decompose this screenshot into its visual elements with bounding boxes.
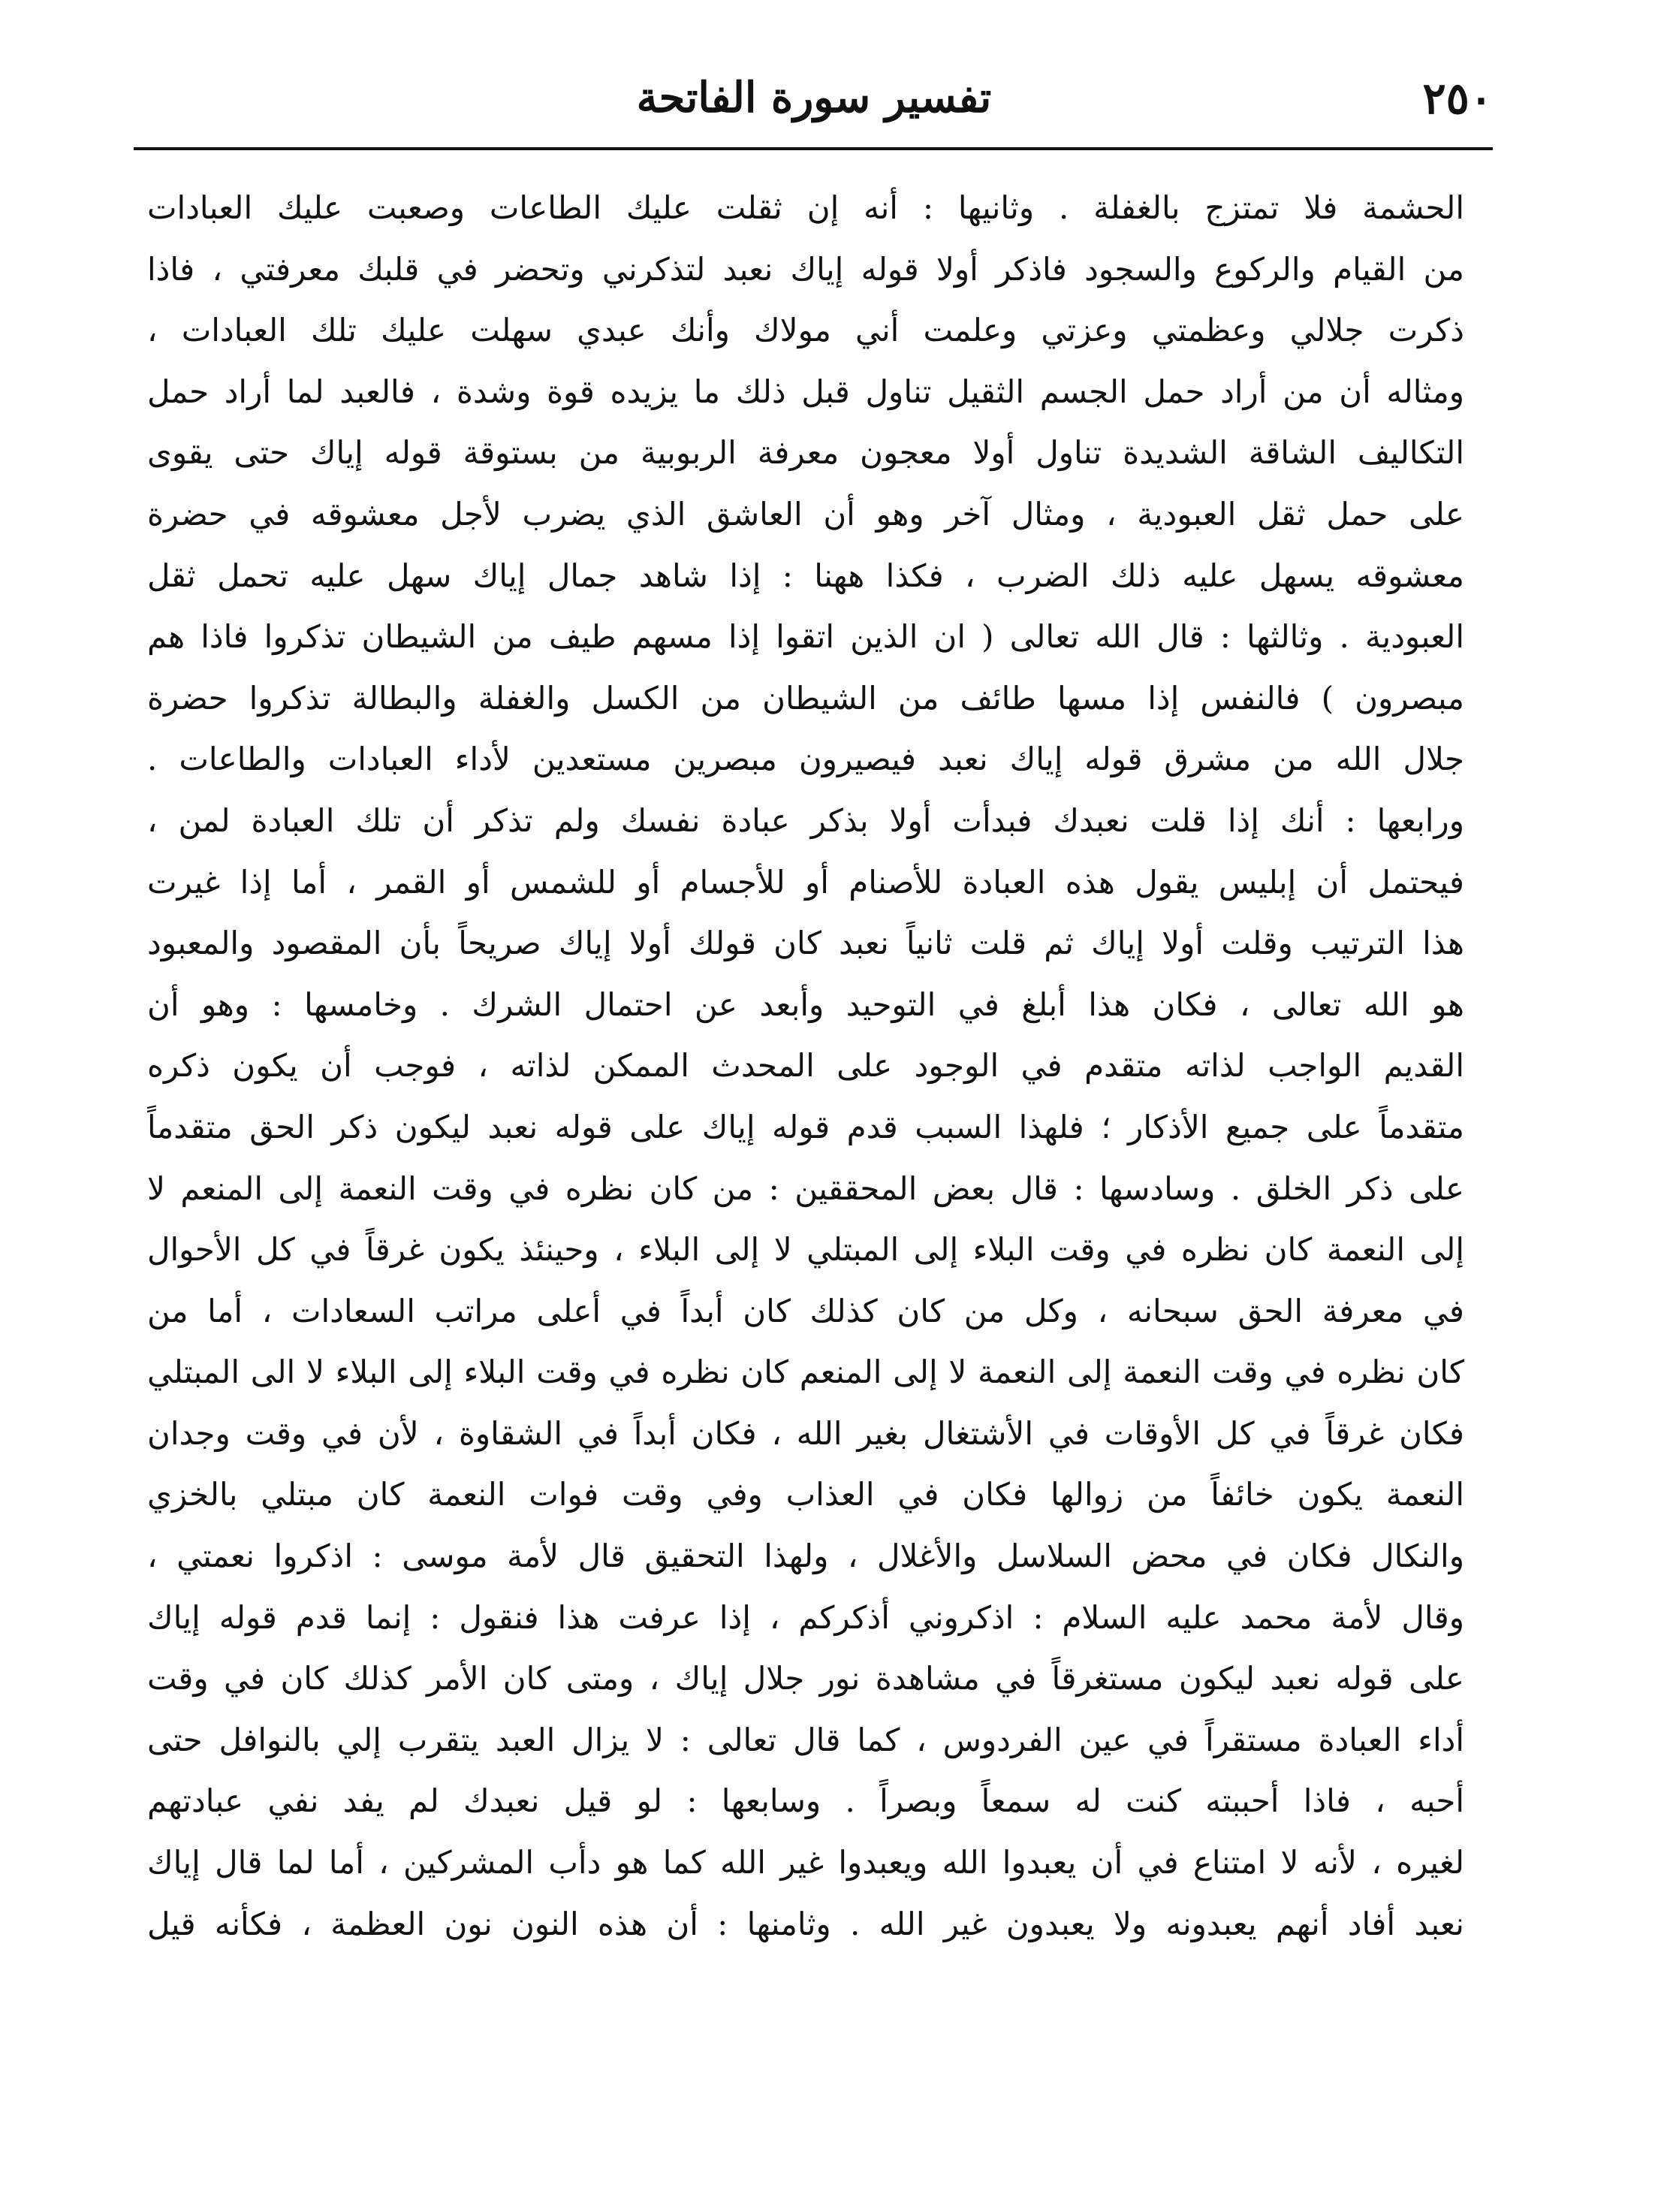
text-line-23: والنكال فكان في محض السلاسل والأغلال ، ولهذا التحقيق قال لأمة موسى : اذكروا نعمتي ، [147, 1538, 1464, 1575]
text-line-19: في معرفة الحق سبحانه ، وكل من كان كذلك كان أبداً في أعلى مراتب السعادات ، أما من [147, 1292, 1464, 1329]
text-line-26: أداء العبادة مستقراً في عين الفردوس ، كما قال تعالى : لا يزال العبد يتقرب إلي بالنوافل حتى [147, 1721, 1464, 1758]
text-line-14: هو الله تعالى ، فكان هذا أبلغ في التوحيد وأبعد عن احتمال الشرك . وخامسها : وهو أن [147, 985, 1464, 1023]
page-number: ٢٥٠ [1422, 73, 1493, 124]
text-line-07: معشوقه يسهل عليه ذلك الضرب ، فكذا ههنا : إذا شاهد جمال إياك سهل عليه تحمل ثقل [147, 557, 1464, 594]
text-line-28: لغيره ، لأنه لا امتناع في أن يعبدوا الله ويعبدوا غير الله كما هو دأب المشركين ، أما لما قال إياك [147, 1844, 1464, 1882]
text-line-18: إلى النعمة كان نظره في وقت البلاء إلى المبتلي لا إلى البلاء ، وحينئذ يكون غرقاً في كل الأحوال [147, 1231, 1464, 1269]
text-line-11: ورابعها : أنك إذا قلت نعبدك فبدأت أولا بذكر عبادة نفسك ولم تذكر أن تلك العبادة لمن ، [147, 801, 1464, 839]
text-line-25: على قوله نعبد ليكون مستغرقاً في مشاهدة نور جلال إياك ، ومتى كان الأمر كذلك كان في وقت [147, 1660, 1464, 1697]
text-line-04: ومثاله أن من أراد حمل الجسم الثقيل تناول قبل ذلك ما يزيده قوة وشدة ، فالعبد لما أراد حمل [147, 373, 1464, 410]
text-line-02: من القيام والركوع والسجود فاذكر أولا قوله إياك نعبد لتذكرني وتحضر في قلبك معرفتي ، فاذا [147, 250, 1464, 288]
text-line-10: جلال الله من مشرق قوله إياك نعبد فيصيرون مبصرين مستعدين لأداء العبادات والطاعات . [147, 741, 1464, 778]
text-line-17: على ذكر الخلق . وسادسها : قال بعض المحققين : من كان نظره في وقت النعمة إلى المنعم لا [147, 1169, 1464, 1207]
text-line-01: الحشمة فلا تمتزج بالغفلة . وثانيها : أنه إن ثقلت عليك الطاعات وصعبت عليك العبادات [147, 189, 1464, 226]
running-head [135, 72, 1493, 144]
text-line-13: هذا الترتيب وقلت أولا إياك ثم قلت ثانياً نعبد كان قولك أولا إياك صريحاً بأن المقصود والمعبود [147, 925, 1464, 962]
text-line-06: على حمل ثقل العبودية ، ومثال آخر وهو أن العاشق الذي يضرب لأجل معشوقه في حضرة [147, 495, 1464, 533]
page-title: تفسير سورة الفاتحة [636, 73, 992, 122]
text-line-24: وقال لأمة محمد عليه السلام : اذكروني أذكركم ، إذا عرفت هذا فنقول : إنما قدم قوله إياك [147, 1598, 1464, 1636]
text-line-29: نعبد أفاد أنهم يعبدونه ولا يعبدون غير الله . وثامنها : أن هذه النون نون العظمة ، فكأنه قيل [147, 1905, 1464, 1942]
text-line-05: التكاليف الشاقة الشديدة تناول أولا معجون معرفة الربوبية من بستوقة قوله إياك حتى يقوى [147, 434, 1464, 472]
text-line-22: النعمة يكون خائفاً من زوالها فكان في العذاب وفي وقت فوات النعمة كان مبتلي بالخزي [147, 1476, 1464, 1513]
text-line-12: فيحتمل أن إبليس يقول هذه العبادة للأصنام أو للأجسام أو للشمس أو القمر ، أما إذا غيرت [147, 863, 1464, 901]
text-line-27: أحبه ، فاذا أحببته كنت له سمعاً وبصراً . وسابعها : لو قيل نعبدك لم يفد نفي عبادتهم [147, 1782, 1464, 1820]
text-line-15: القديم الواجب لذاته متقدم في الوجود على المحدث الممكن لذاته ، فوجب أن يكون ذكره [147, 1047, 1464, 1085]
text-line-03: ذكرت جلالي وعظمتي وعزتي وعلمت أني مولاك وأنك عبدي سهلت عليك تلك العبادات ، [147, 312, 1464, 349]
text-line-16: متقدماً على جميع الأذكار ؛ فلهذا السبب قدم قوله إياك على قوله نعبد ليكون ذكر الحق متقدماً [147, 1108, 1464, 1145]
body-text [147, 177, 1464, 2175]
text-line-09: مبصرون ) فالنفس إذا مسها طائف من الشيطان من الكسل والغفلة والبطالة تذكروا حضرة [147, 679, 1464, 717]
text-line-20: كان نظره في وقت النعمة إلى النعمة لا إلى المنعم كان نظره في وقت البلاء إلى البلاء لا الى المبتلي [147, 1353, 1464, 1391]
text-line-08: العبودية . وثالثها : قال الله تعالى ( ان الذين اتقوا إذا مسهم طيف من الشيطان تذكروا فاذا هم [147, 618, 1464, 656]
text-line-21: فكان غرقاً في كل الأوقات في الأشتغال بغير الله ، فكان أبداً في الشقاوة ، لأن في وقت وجدان [147, 1414, 1464, 1452]
header-rule [134, 147, 1493, 150]
